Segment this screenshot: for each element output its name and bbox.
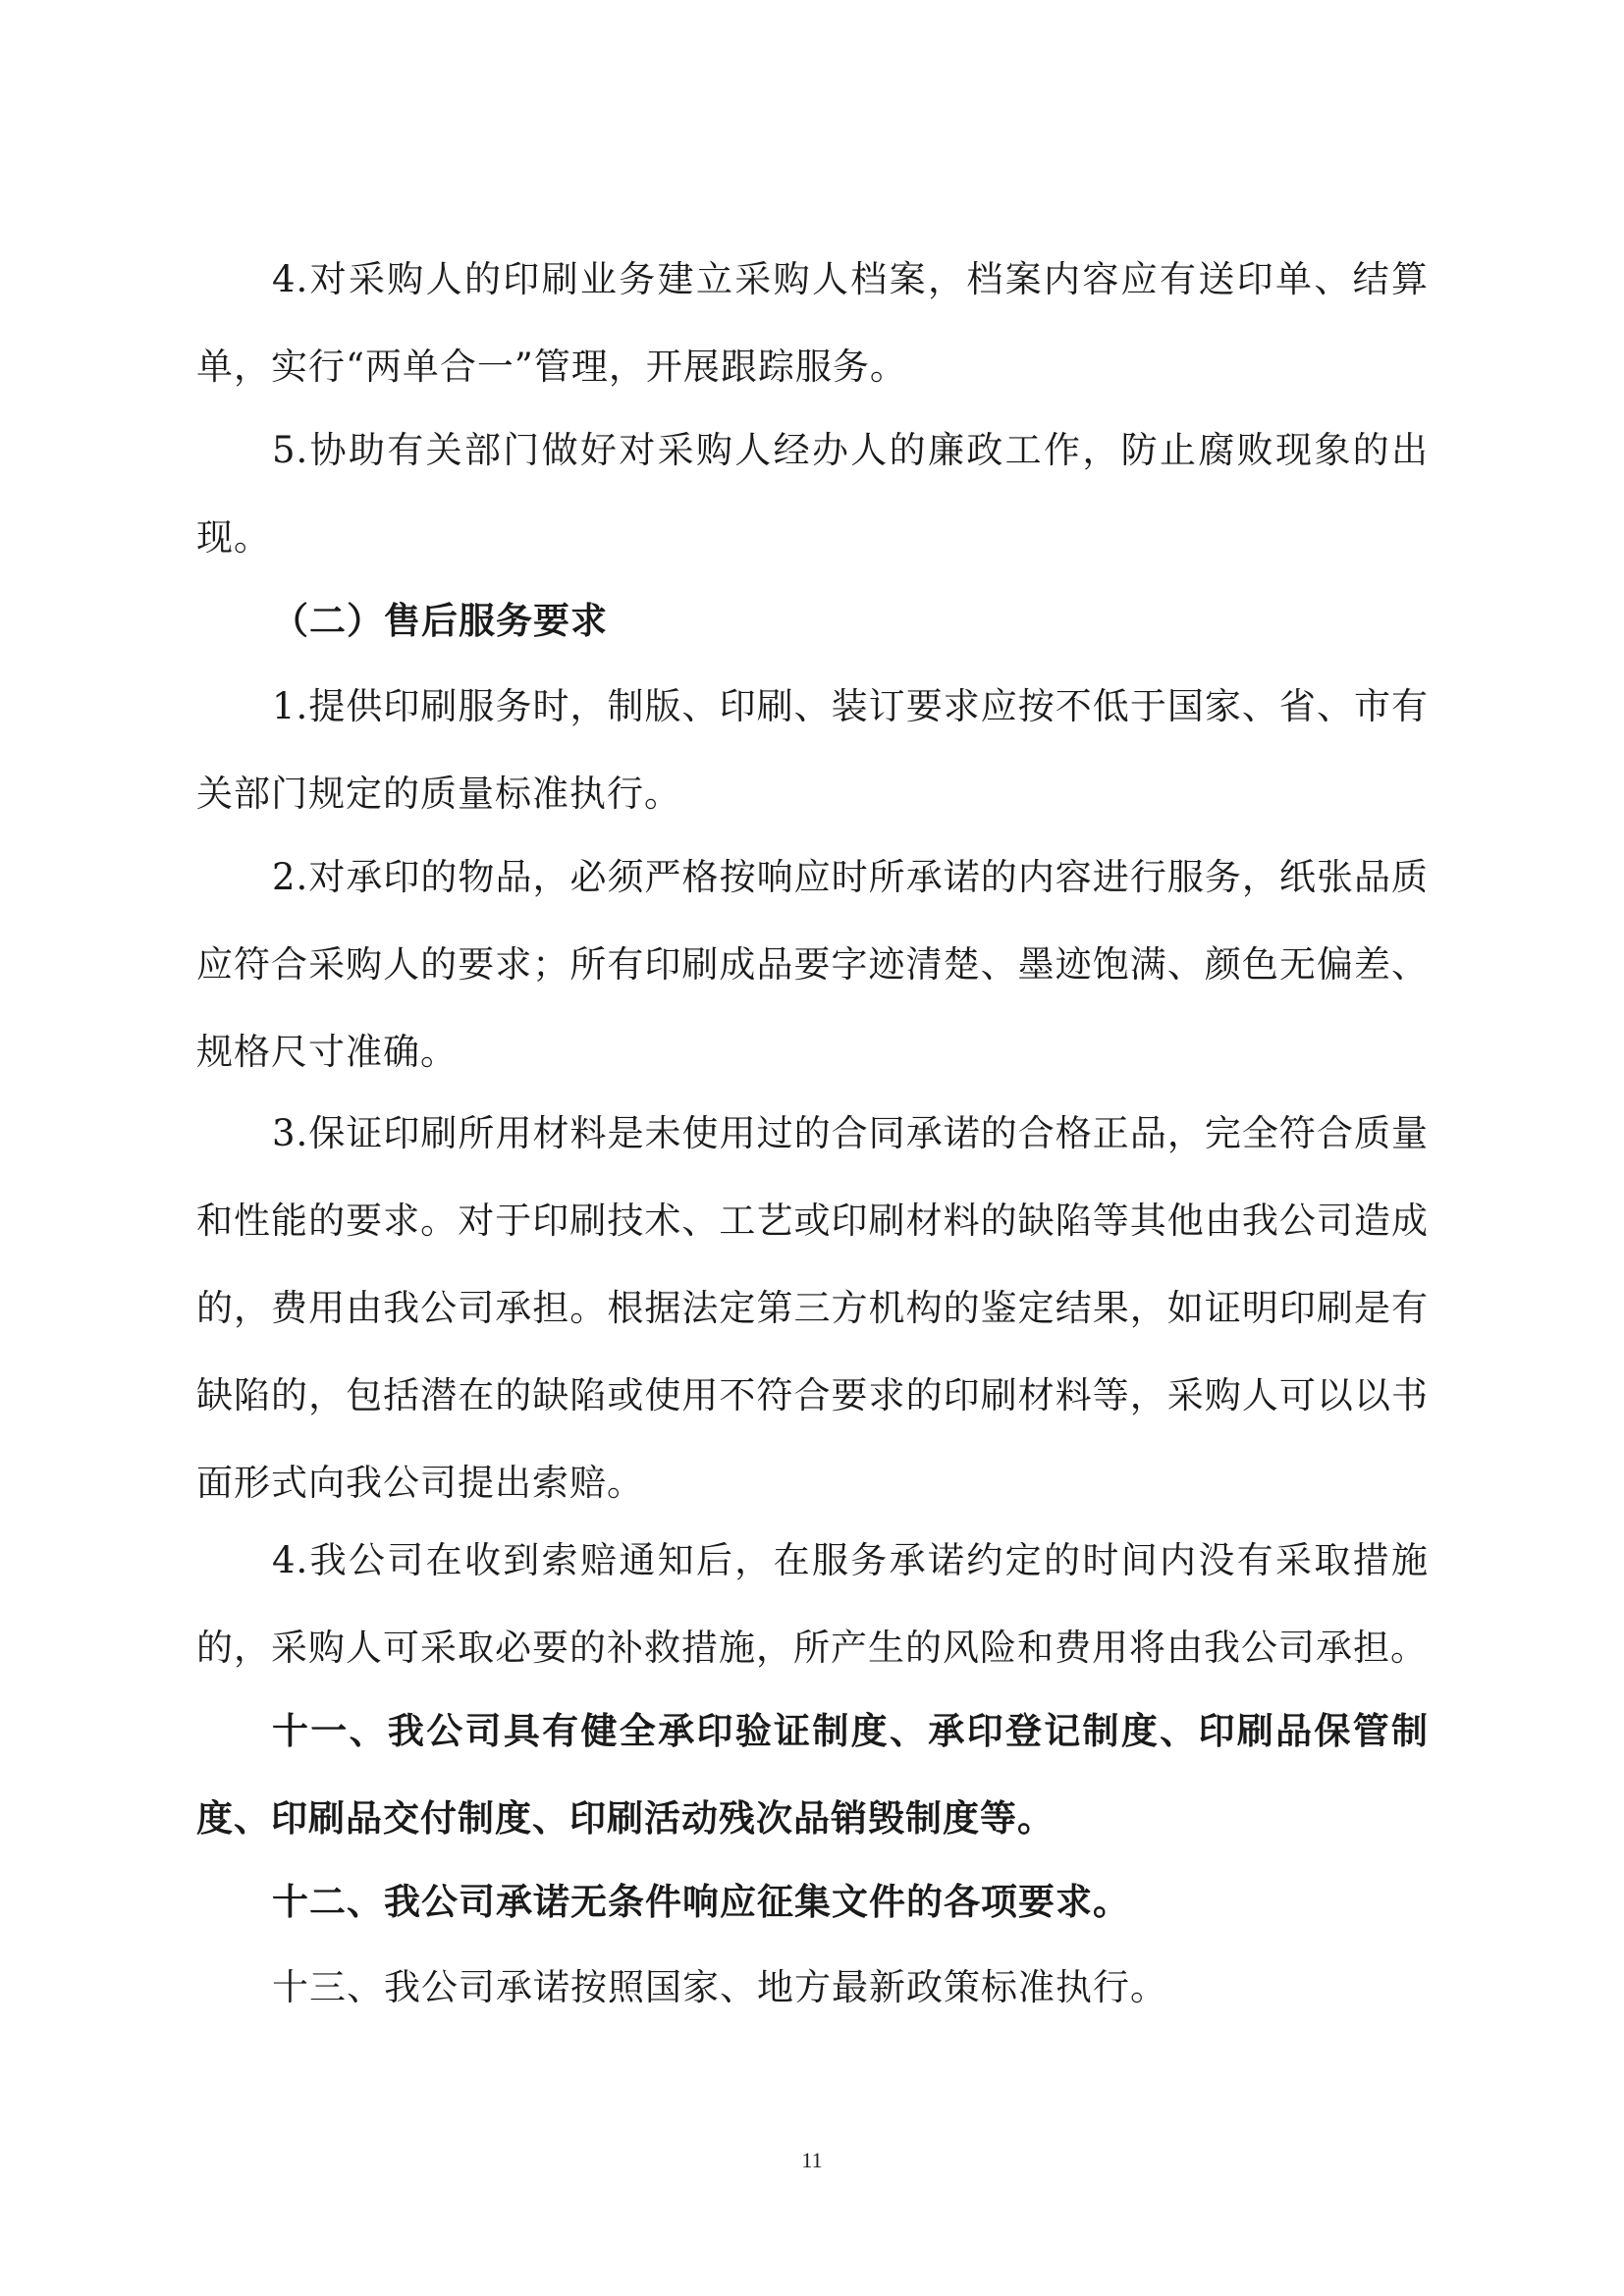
paragraph-integrity-work: 5.协助有关部门做好对采购人经办人的廉政工作，防止腐败现象的出现。 <box>196 429 1429 559</box>
paragraph-item-twelve: 十二、我公司承诺无条件响应征集文件的各项要求。 <box>272 1880 1130 1923</box>
page-number: 11 <box>801 2148 823 2172</box>
paragraph-item-thirteen: 十三、我公司承诺按照国家、地方最新政策标准执行。 <box>272 1966 1167 2008</box>
section-heading-after-sales: （二）售后服务要求 <box>272 599 608 642</box>
paragraph-claims-remedy: 4.我公司在收到索赔通知后，在服务承诺约定的时间内没有采取措施的，采购人可采取必要的补救措施，所产生的风险和费用将由我公司承担。 <box>196 1539 1429 1669</box>
paragraph-item-eleven: 十一、我公司具有健全承印验证制度、承印登记制度、印刷品保管制度、印刷品交付制度、印刷活动残次品销毁制度等。 <box>196 1709 1429 1840</box>
paragraph-materials-guarantee: 3.保证印刷所用材料是未使用过的合同承诺的合格正品，完全符合质量和性能的要求。对于印刷技术、工艺或印刷材料的缺陷等其他由我公司造成的，费用由我公司承担。根据法定第三方机构的鉴定结果，如证明印刷是有缺陷的，包括潜在的缺陷或使用不符合要求的印刷材料等，采购人可以以书面形式向我公司提出索赔。 <box>196 1112 1429 1504</box>
paragraph-quality-standards: 1.提供印刷服务时，制版、印刷、装订要求应按不低于国家、省、市有关部门规定的质量标准执行。 <box>196 685 1429 815</box>
paragraph-archive-management: 4.对采购人的印刷业务建立采购人档案，档案内容应有送印单、结算单，实行“两单合一”管理，开展跟踪服务。 <box>196 258 1429 388</box>
paragraph-printed-items: 2.对承印的物品，必须严格按响应时所承诺的内容进行服务，纸张品质应符合采购人的要求；所有印刷成品要字迹清楚、墨迹饱满、颜色无偏差、规格尺寸准确。 <box>196 856 1429 1073</box>
